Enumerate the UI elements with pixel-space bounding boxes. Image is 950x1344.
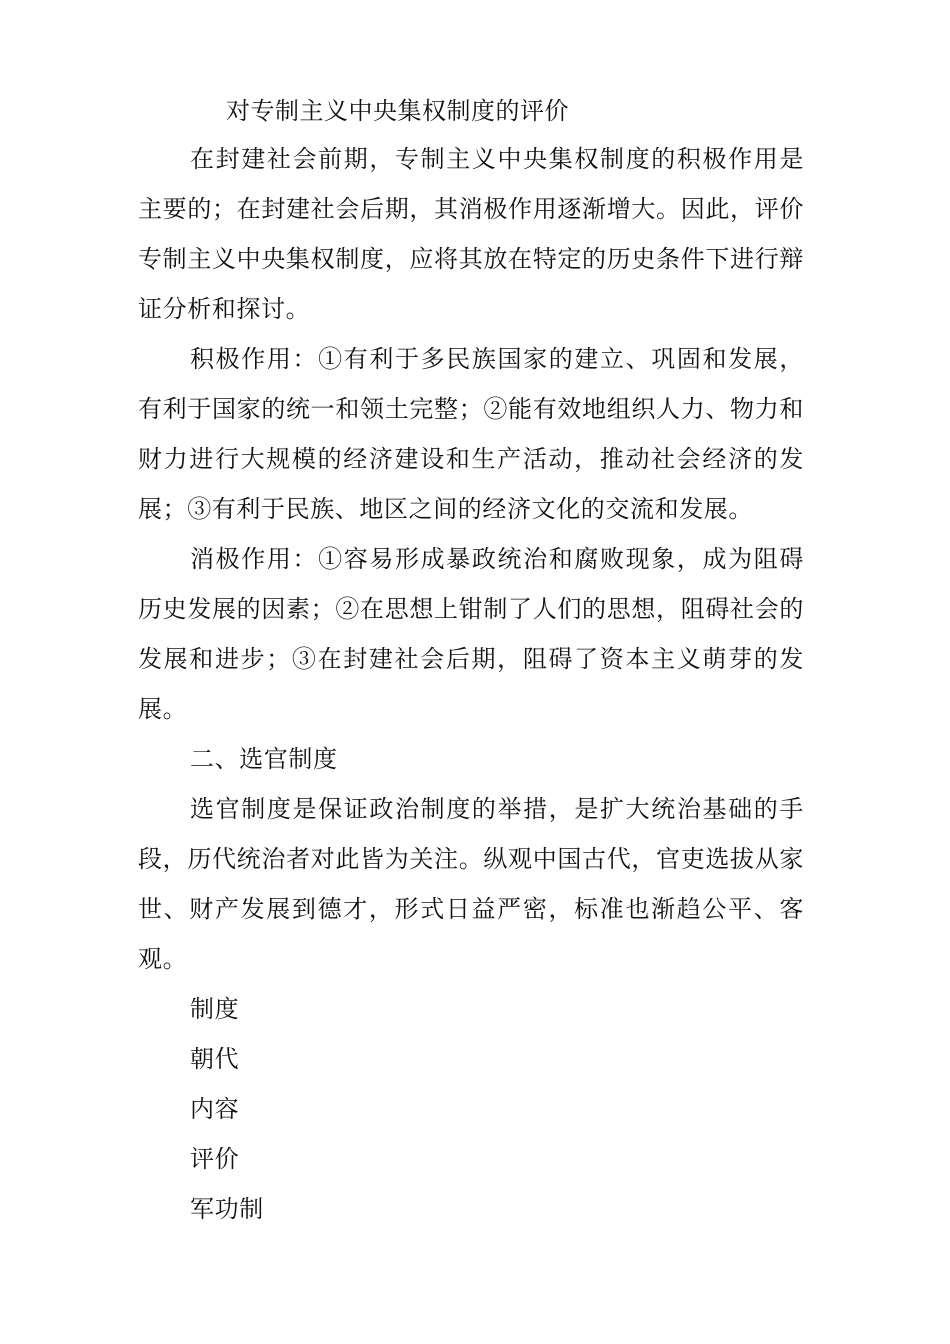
paragraph-intro: 在封建社会前期，专制主义中央集权制度的积极作用是主要的；在封建社会后期，其消极作用逐渐增大。因此，评价专制主义中央集权制度，应将其放在特定的历史条件下进行辩证分析和探讨。	[138, 145, 804, 323]
paragraph-negative-effects: 消极作用：①容易形成暴政统治和腐败现象，成为阻碍历史发展的因素；②在思想上钳制了人们的思想，阻碍社会的发展和进步；③在封建社会后期，阻碍了资本主义萌芽的发展。	[138, 545, 804, 723]
page-title: 对专制主义中央集权制度的评价	[226, 97, 569, 125]
table-cell: 朝代	[190, 1045, 240, 1073]
table-cell: 军功制	[190, 1195, 264, 1223]
table-cell: 内容	[190, 1095, 240, 1123]
table-cell: 制度	[190, 995, 240, 1023]
paragraph-selection-system: 选官制度是保证政治制度的举措，是扩大统治基础的手段，历代统治者对此皆为关注。纵观中国古代，官吏选拔从家世、财产发展到德才，形式日益严密，标准也渐趋公平、客观。	[138, 795, 804, 973]
paragraph-positive-effects: 积极作用：①有利于多民族国家的建立、巩固和发展，有利于国家的统一和领土完整；②能有效地组织人力、物力和财力进行大规模的经济建设和生产活动，推动社会经济的发展；③有利于民族、地区之间的经济文化的交流和发展。	[138, 345, 804, 523]
table-cell: 评价	[190, 1145, 240, 1173]
section-heading: 二、选官制度	[190, 745, 338, 773]
document-body	[138, 88, 804, 1234]
table-cell-list	[138, 984, 804, 1234]
